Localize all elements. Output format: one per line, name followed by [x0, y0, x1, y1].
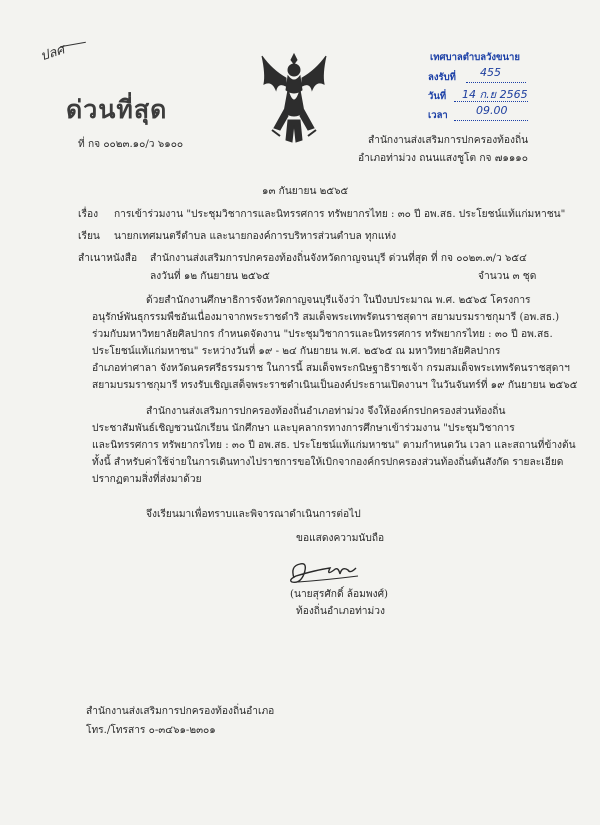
receiving-stamp [424, 48, 532, 128]
signature-image [286, 556, 362, 586]
signatory-name: (นายสุรศักดิ์ ล้อมพงศ์) [290, 589, 389, 600]
paragraph-line: ด้วยสำนักงานศึกษาธิการจังหวัดกาญจนบุรีแจ้งว่า ในปีงบประมาณ พ.ศ. ๒๕๖๕ โครงการ [146, 295, 531, 306]
paragraph-line: อนุรักษ์พันธุกรรมพืชอันเนื่องมาจากพระราชดำริ สมเด็จพระเทพรัตนราชสุดาฯ สยามบรมราชกุมารี (อพ.สธ.) [92, 312, 560, 323]
copy-pages: จำนวน ๓ ชุด [478, 271, 537, 282]
paragraph-line: สยามบรมราชกุมารี ทรงรับเชิญเสด็จพระราชดำเนินเป็นองค์ประธานเปิดงานฯ ในวันจันทร์ที่ ๑๙ กันยายน ๒๕๖๕ [92, 380, 578, 391]
paragraph-line: ร่วมกับมหาวิทยาลัยศิลปากร กำหนดจัดงาน "ประชุมวิชาการและนิทรรศการ ทรัพยากรไทย : ๓๐ ปี อพ.สธ. [92, 329, 553, 340]
paragraph-line: ทั้งนี้ สำหรับค่าใช้จ่ายในการเดินทางไปราชการขอให้เบิกจากองค์กรปกครองส่วนท้องถิ่นต้นสังกัด รายละเอียด [92, 457, 564, 468]
stamp-received-label: ลงรับที่ [428, 72, 456, 83]
to-text: นายกเทศมนตรีตำบล และนายกองค์การบริหารส่วนตำบล ทุกแห่ง [114, 231, 397, 242]
document-date: ๑๓ กันยายน ๒๕๖๕ [262, 186, 349, 197]
sender-office: สำนักงานส่งเสริมการปกครองท้องถิ่น [368, 135, 529, 146]
subject-label: เรื่อง [78, 209, 99, 220]
copy-line2: ลงวันที่ ๑๒ กันยายน ๒๕๖๕ [150, 271, 270, 282]
paragraph-line: ปรากฏตามสิ่งที่ส่งมาด้วย [92, 474, 202, 485]
garuda-emblem [258, 50, 330, 146]
sender-address: อำเภอท่าม่วง ถนนแสงชูโต กจ ๗๑๑๑๐ [358, 153, 528, 164]
body-paragraph-2 [92, 403, 576, 488]
stamp-date-value: 14 ก.ย 2565 [462, 88, 528, 101]
subject-text: การเข้าร่วมงาน "ประชุมวิชาการและนิทรรศการ ทรัพยากรไทย : ๓๐ ปี อพ.สธ. ประโยชน์แท้แก่มหาชน" [114, 209, 566, 220]
paragraph-line: ประโยชน์แท้แก่มหาชน" ระหว่างวันที่ ๑๙ - ๒๔ กันยายน พ.ศ. ๒๕๖๕ ณ มหาวิทยาลัยศิลปากร [92, 346, 501, 357]
stamp-time-value: 09.00 [476, 104, 508, 117]
stamp-received-no: 455 [480, 66, 501, 79]
closing-salutation: ขอแสดงความนับถือ [296, 533, 385, 544]
paragraph-line: และนิทรรศการ ทรัพยากรไทย : ๓๐ ปี อพ.สธ. ประโยชน์แท้แก่มหาชน" ตามกำหนดวัน เวลา และสถานที่ข้างต้น [92, 440, 576, 451]
stamp-time-label: เวลา [428, 110, 448, 121]
footer-office: สำนักงานส่งเสริมการปกครองท้องถิ่นอำเภอ [86, 706, 275, 717]
paragraph-line: สำนักงานส่งเสริมการปกครองท้องถิ่นอำเภอท่าม่วง จึงให้องค์กรปกครองส่วนท้องถิ่น [146, 406, 506, 417]
paragraph-line: ประชาสัมพันธ์เชิญชวนนักเรียน นักศึกษา และบุคลากรทางการศึกษาเข้าร่วมงาน "ประชุมวิชาการ [92, 423, 515, 434]
pen-stroke [60, 42, 86, 47]
handwritten-mark: ปลศ [38, 42, 67, 65]
footer-phone: โทร./โทรสาร ๐-๓๔๖๑-๒๓๐๑ [86, 725, 216, 736]
signatory-position: ท้องถิ่นอำเภอท่าม่วง [296, 606, 385, 617]
copy-line1: สำนักงานส่งเสริมการปกครองท้องถิ่นจังหวัดกาญจนบุรี ด่วนที่สุด ที่ กจ ๐๐๒๓.๓/ว ๖๕๔ [150, 253, 527, 264]
copy-label: สำเนาหนังสือ [78, 253, 138, 264]
stamp-date-label: วันที่ [428, 91, 447, 102]
to-label: เรียน [78, 231, 100, 242]
document-number: ที่ กจ ๐๐๒๓.๑๐/ว ๖๑๐๐ [78, 139, 184, 150]
body-paragraph-1 [92, 292, 578, 394]
urgency-stamp: ด่วนที่สุด [66, 95, 168, 124]
paragraph-line: อำเภอท่าศาลา จังหวัดนครศรีธรรมราช ในการนี้ สมเด็จพระกนิษฐาธิราชเจ้า กรมสมเด็จพระเทพรัตนราชสุดาฯ [92, 363, 570, 374]
closing-request: จึงเรียนมาเพื่อทราบและพิจารณาดำเนินการต่อไป [146, 509, 361, 520]
stamp-org: เทศบาลตำบลวังขนาย [430, 52, 520, 63]
